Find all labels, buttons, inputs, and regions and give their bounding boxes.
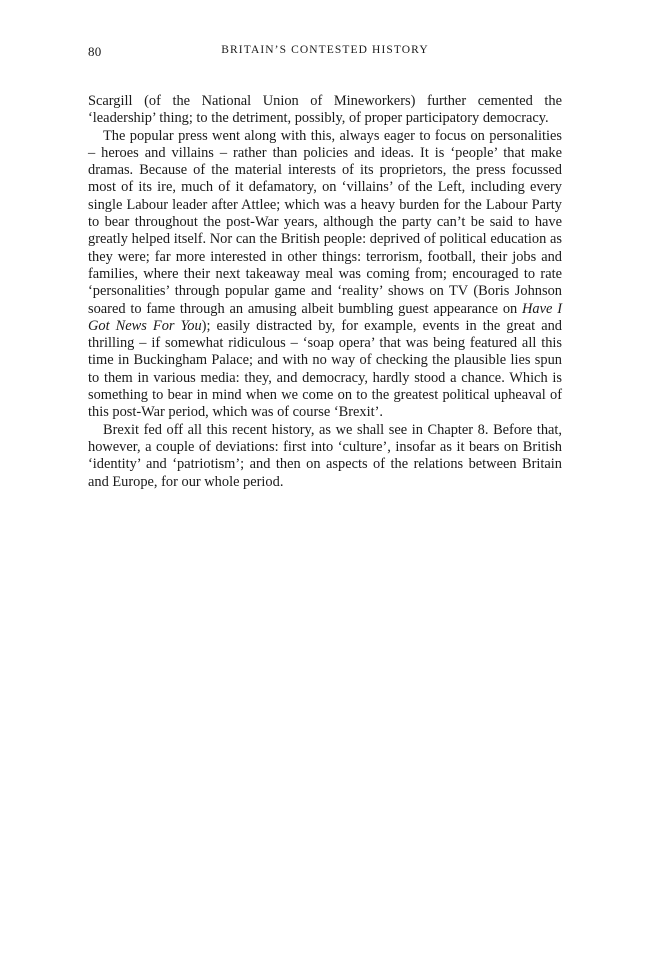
- paragraph-2-text-start: The popular press went along with this, always eager to focus on personalities – heroes and villains – rather than policies and ideas. It is ‘people’ that make dramas. Because of the material interests of its proprietors, the press focussed most of its ire, much of it defamatory, on ‘villains’ of the Left, including every single Labour leader after Attlee; which was a heavy burden for the Labour Party to bear throughout the post-War years, although the party can’t be said to have greatly helped itself. Nor can the British people: deprived of political education as they were; far more interested in other things: terrorism, football, their jobs and families, where their next takeaway meal was coming from; encouraged to rate ‘personalities’ through popular game and ‘reality’ shows on TV (Boris Johnson soared to fame through an amusing albeit bumbling guest appearance on: [88, 127, 562, 317]
- paragraph-3: [88, 422, 562, 491]
- paragraph-2-text-end: ); easily distracted by, for example, events in the great and thrilling – if somewhat ridiculous – ‘soap opera’ that was being featured all this time in Buckingham Palace; and with no way of checking the plausible lies spun to them in various media: they, and democracy, hardly stood a chance. Which is something to bear in mind when we come on to the greatest political upheaval of this post-War period, which was of course ‘Brexit’.: [88, 317, 562, 421]
- paragraph-1-text: Scargill (of the National Union of Mineworkers) further cemented the ‘leadership’ thing; to the detriment, possibly, of proper participatory democracy.: [88, 93, 562, 127]
- running-head: BRITAIN’S CONTESTED HISTORY: [221, 44, 429, 56]
- body-text: [88, 93, 562, 491]
- page-number: 80: [88, 44, 102, 59]
- paragraph-3-text: Brexit fed off all this recent history, as we shall see in Chapter 8. Before that, however, a couple of deviations: first into ‘culture’, insofar as it bears on British ‘identity’ and ‘patriotism’; and then on aspects of the relations between Britain and Europe, for our whole period.: [88, 421, 562, 490]
- page-header: [88, 44, 562, 64]
- paragraph-2: [88, 128, 562, 422]
- paragraph-1: [88, 93, 562, 128]
- tv-show-title: Have I Got News For You: [88, 300, 562, 334]
